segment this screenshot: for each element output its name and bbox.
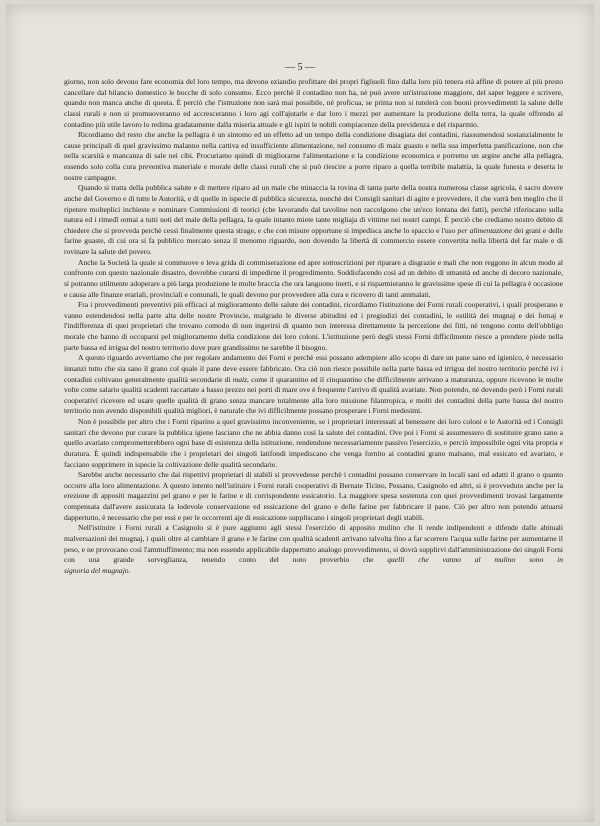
paragraph-text: giorno, non solo devono fare economia del loro tempo, ma devono eziandio profittare dei propri figliuoli fino dalla loro più tenera età affine di potere al più presto cancellare dal bilancio domestico le bocche di solo consumo. Ecco perchè il contadino non ha, nè può avere un'istruzione maggiore, del saper leggere e scrivere, quando non manca anche di questa. È perciò che l'istruzione non sarà mai possibile, nè proficua, se prima non si tutelerà con buoni provvedimenti la salute delle classi rurali e non si promuoveranno ed accresceranno i loro agi coll'ajutarle e dar loro i mezzi per aumentare la produzione della terra, la quale offrendo al contadino più utile lavoro lo redima gradatamente dalla miseria attuale e gli ispiri le nobili compiacenze della previdenza e del risparmio.	[64, 77, 563, 129]
paragraph-text: A questo riguardo avvertiamo che per regolare andamento dei Forni e perchè essi possano adempiere allo scopo di dare un pane sano ed igienico, è necessario innanzi tutto che sia sano il grano col quale il pane deve essere fabbricato. Ora ciò non riesce possibile nella parte bassa ed irrigua del nostro territorio perchè ivi i contadini coltivano generalmente qualità secondarie di	[64, 353, 563, 384]
paragraph-text: Ricordiamo del resto che anche la pellagra è un sintomo ed un effetto ad un tempo della condizione disagiata dei contadini, riassumendosi sostanzialmente le cause principali di quel gravissimo malanno nella cattiva ed insufficiente alimentazione, nel consumo di maiz guasto e nella sua imperfetta panificazione, non che nella scarsità e mancanza di sale nei cibi. Procuriamo quindi di migliorarne l'alimentazione e la condizione economica e porremo un argine anche alla pellagra, essendo solo colla cura preventiva materiale e morale delle classi rurali che si può riescire a porre riparo a quella terribile malattia, la quale funesta e deserta le nostre campagne.	[64, 130, 563, 182]
italic-phrase: per alimentazione	[457, 225, 513, 235]
paragraph-text: Non è possibile per altro che i Forni riparino a quel gravissimo inconveniente, se i proprietari interessati al benessere dei loro coloni e le Autorità ed i Consigli sanitari che devono pur curare la pubblica igiene lasciano che ne abbia danno così la salute dei contadini. Ove poi i Forni si assumessero di sostituire grano sano a quello avariato comprometterebbero ogni base di esistenza della istituzione, rendendone necessariamente passivo l'esercizio, e perciò impossibile ogni vita propria e duratura. È quindi indispensabile che i proprietari dei singoli latifondi impediscano che venga fornito ai contadini grano malsano, mal essicato ed avariato, e facciano sopprimere in ispecie la coltivazione delle qualità secondarie.	[64, 417, 563, 469]
paragraph	[64, 300, 563, 353]
paragraph-text: Fra i provvedimenti preventivi più efficaci al miglioramento delle salute dei contadini, ricordiamo l'istituzione dei Forni rurali cooperativi, i quali prosperano e vanno estendendosi nella parte alta delle nostre Provincie, malgrado le diverse abitudini ed i pregiudizi dei contadini, le ostilità dei mugnaj e dei fornaj e l'indifferenza di quei proprietari che trovano comodo di non ingerirsi di quanto non interessa direttamente la percezione dei fitti, nè tengono conto dell'obbligo morale che hanno di occuparsi pel miglioramento della condizione dei loro coloni. L'istituzione però degli stessi Forni difficilmente riesce a prendere piede nella parte bassa ed irrigua del nostro territorio dove pure grandissimo ne sarebbe il bisogno.	[64, 300, 563, 352]
paragraph	[64, 470, 563, 523]
paragraph	[64, 183, 563, 257]
page-number: — 5 —	[285, 62, 315, 73]
paragraph-text: Nell'istituire i Forni rurali a Casignolo si è pure aggiunto agli stessi l'esercizio di apposito mulino che li rende indipendenti e difende dalle abituali malversazioni dei mugnaj, i quali oltre al cambiare il grano e le farine con qualità scadenti arrivano talvolta fino a far scorrere l'acqua sulle farine per aumentarne il peso, e ne provocano così l'ammuffimento; ma non essendo applicabile dappertutto analogo provvedimento, si dovrà supplirvi dall'amministrazione dei singoli Forni con una grande sorveglianza, tenendo conto del noto proverbio che	[64, 523, 563, 565]
paragraph	[64, 417, 563, 470]
paragraph	[64, 523, 563, 566]
paragraph-text-tail: .	[128, 565, 131, 575]
paragraph	[64, 130, 563, 183]
paragraph	[64, 353, 563, 417]
document-page	[6, 4, 594, 822]
paragraph-text: Anche la Società la quale si commuove e leva grida di commiserazione ed apre sottoscrizioni per riparare a disgrazie e mali che non reggono in alcun modo al confronto con questo nazionale disastro, dovrebbe curarsi di impedirne il progredimento. Soddisfacendo così ad un debito di umanità ed anche di decoro nazionale, si potranno utilmente adoperare a più larga produzione le molte braccia che ora languono inerti, e si risparmieranno le gravissime spese di cui la pellagra è occasione e causa alle finanze erariali, provinciali e comunali, le quali devono pur provvedere alla cura e ricovero di tanti ammalati.	[64, 257, 563, 299]
paragraph	[64, 566, 563, 577]
italic-phrase: quelli che vanno al mulino sono in	[387, 555, 563, 565]
paragraph-text: Quando si tratta della pubblica salute e di mettere riparo ad un male che minaccia la rovina di tanta parte della nostra numerosa classe agricola, è sacro dovere anche del Governo e di tutte le Autorità, e di quelle in ispecie di pubblica sicurezza, nonchè dei Consigli sanitari di agire e provvedere, il che varrà ben meglio che il ripetere molteplici inchieste e nominare Commissioni di teorici (che lavorando dal tavolino non raccolgono che un'eco lontana dei fatti), perchè riferiscano sulla natura ed i rimedî ormai a tutti noti del male della pellagra, la quale intanto miete tante migliaja di vittime nei nostri campi. È perciò che crediamo nostro debito di chiedere che si provveda perchè cessi finalmente questa strage, e che con misure opportune si impedisca anche lo spaccio e l'uso	[64, 183, 563, 235]
paragraph-text: Sarebbe anche necessario che dai rispettivi proprietari di stabili si provvedesse perchè i contadini possano conservare in locali sani ed adatti il grano o quanto occorre alla loro alimentazione. A questo intento nell'istituire i Forni rurali cooperativi di Bernate Ticino, Pessano, Casignolo ed altri, si è provveduto anche per la erezione di appositi magazzini pel grano e per le farine e di corrispondente essicatorio. La maggiore spesa sostenuta con quei provvedimenti trovasi largamente compensata dall'avere assicurata la lodevole conservazione ed essicazione del grano e delle farine per fabbricare il pane. Ciò per altro non potendo attuarsi dappertutto, è necessario che per essi e per le occorrenti aje di essicazione suppliscano i singoli proprietari degli stabili.	[64, 470, 563, 522]
body-text	[64, 77, 563, 576]
italic-phrase: signoria del mugnajo	[64, 565, 129, 575]
italic-phrase: maiz	[232, 374, 248, 384]
paragraph-text-tail: , come il quarantino ed il cinquantino che difficilmente arrivano a maturanza, oppure ricevono le molte volte come salario qualità scadenti raccattate a basso prezzo nei porti di mare ove è frequente l'arrivo di qualità avariate. Non potendo, nè dovendo però i Forni rurali cooperativi ricevere ed usare quelle qualità di grano senza mancare totalmente alla loro missione filantropica, e molti dei contadini della parte bassa del nostro territorio non avendo disponibili qualità migliori, è naturale che ivi difficilmente possano prosperare i Forni medesimi.	[64, 374, 563, 416]
paragraph	[64, 258, 563, 301]
paragraph	[64, 77, 563, 130]
paragraph-text-tail: dei grani e delle farine guaste, di cui ora si fa pubblico mercato senza il menomo riguardo, non dovendo la libertà di commercio essere convertita nella libertà del far male e di rovinare la salute del povero.	[64, 225, 564, 256]
